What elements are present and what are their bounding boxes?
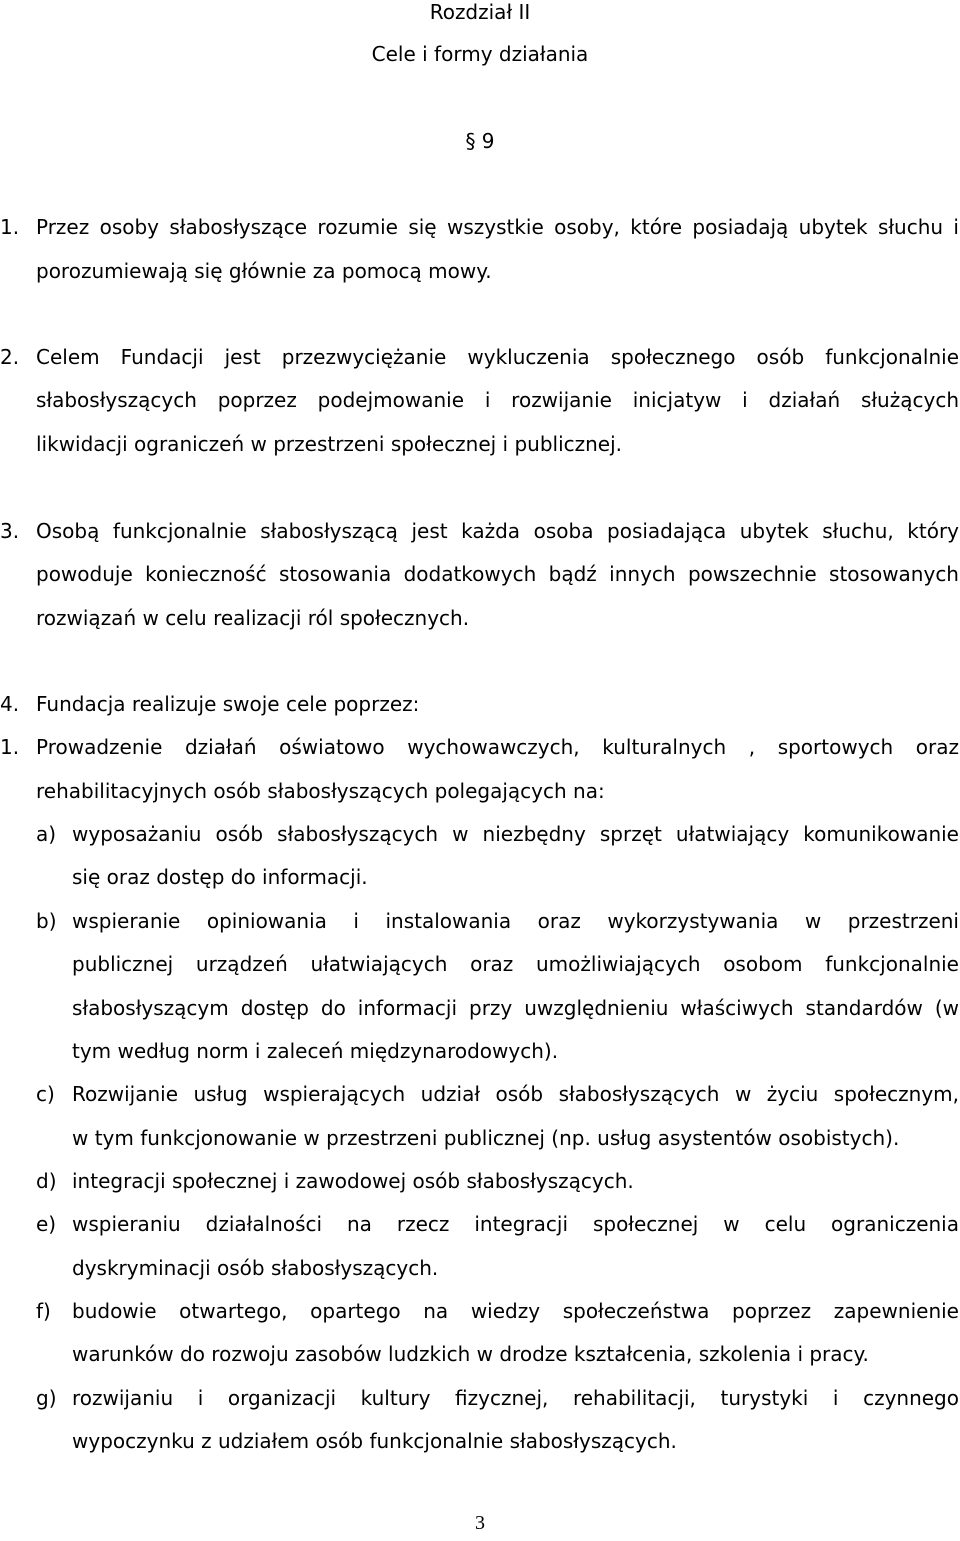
list-item-line: integracji społecznej i zawodowej osób słabosłyszących. xyxy=(72,1169,634,1193)
paragraph-line: likwidacji ograniczeń w przestrzeni społecznej i publicznej. xyxy=(36,432,623,456)
list-item-line: słabosłyszącym dostęp do informacji przy uwzględnieniu właściwych standardów (w xyxy=(72,996,959,1020)
list-item-letter: g) xyxy=(36,1386,57,1410)
list-item-letter: c) xyxy=(36,1082,55,1106)
list-item-line: w tym funkcjonowanie w przestrzeni publicznej (np. usług asystentów osobistych). xyxy=(72,1126,900,1150)
paragraph-number: 3. xyxy=(0,519,20,543)
paragraph-line: Osobą funkcjonalnie słabosłyszącą jest każda osoba posiadająca ubytek słuchu, który xyxy=(36,519,959,543)
subsection-number: 1. xyxy=(0,735,20,759)
paragraph-line: rozwiązań w celu realizacji ról społecznych. xyxy=(36,606,470,630)
list-item-line: Rozwijanie usług wspierających udział osób słabosłyszących w życiu społecznym, xyxy=(72,1082,959,1106)
paragraph-number: 2. xyxy=(0,345,20,369)
list-item-line: wspieraniu działalności na rzecz integracji społecznej w celu ograniczenia xyxy=(72,1212,959,1236)
subsection-line: Prowadzenie działań oświatowo wychowawczych, kulturalnych , sportowych oraz xyxy=(36,735,959,759)
chapter-subtitle: Cele i formy działania xyxy=(371,42,589,66)
list-item-letter: a) xyxy=(36,822,57,846)
page-number: 3 xyxy=(475,1512,485,1534)
paragraph-line: Celem Fundacji jest przezwyciężanie wykluczenia społecznego osób funkcjonalnie xyxy=(36,345,959,369)
list-item-line: wyposażaniu osób słabosłyszących w niezbędny sprzęt ułatwiający komunikowanie xyxy=(72,822,959,846)
list-item-letter: e) xyxy=(36,1212,57,1236)
paragraph-number: 1. xyxy=(0,215,20,239)
list-item-line: wspieranie opiniowania i instalowania oraz wykorzystywania w przestrzeni xyxy=(72,909,959,933)
paragraph-number: 4. xyxy=(0,692,20,716)
paragraph-line: porozumiewają się głównie za pomocą mowy. xyxy=(36,259,492,283)
list-item-line: dyskryminacji osób słabosłyszących. xyxy=(72,1256,439,1280)
list-item-line: tym według norm i zaleceń międzynarodowych). xyxy=(72,1039,559,1063)
list-item-line: warunków do rozwoju zasobów ludzkich w drodze kształcenia, szkolenia i pracy. xyxy=(72,1342,869,1366)
paragraph-intro: Fundacja realizuje swoje cele poprzez: xyxy=(36,692,420,716)
list-item-line: publicznej urządzeń ułatwiających oraz umożliwiających osobom funkcjonalnie xyxy=(72,952,959,976)
chapter-title: Rozdział II xyxy=(429,0,531,24)
paragraph-line: słabosłyszących poprzez podejmowanie i rozwijanie inicjatyw i działań służących xyxy=(36,388,959,412)
list-item-letter: b) xyxy=(36,909,57,933)
list-item-line: wypoczynku z udziałem osób funkcjonalnie słabosłyszących. xyxy=(72,1429,677,1453)
paragraph-line: Przez osoby słabosłyszące rozumie się wszystkie osoby, które posiadają ubytek słuchu i xyxy=(36,215,959,239)
section-number: § 9 xyxy=(465,129,495,153)
list-item-letter: d) xyxy=(36,1169,57,1193)
list-item-letter: f) xyxy=(36,1299,51,1323)
list-item-line: rozwijaniu i organizacji kultury fizycznej, rehabilitacji, turystyki i czynnego xyxy=(72,1386,959,1410)
paragraph-line: powoduje konieczność stosowania dodatkowych bądź innych powszechnie stosowanych xyxy=(36,562,959,586)
list-item-line: budowie otwartego, opartego na wiedzy społeczeństwa poprzez zapewnienie xyxy=(72,1299,959,1323)
list-item-line: się oraz dostęp do informacji. xyxy=(72,865,368,889)
subsection-line: rehabilitacyjnych osób słabosłyszących polegających na: xyxy=(36,779,605,803)
